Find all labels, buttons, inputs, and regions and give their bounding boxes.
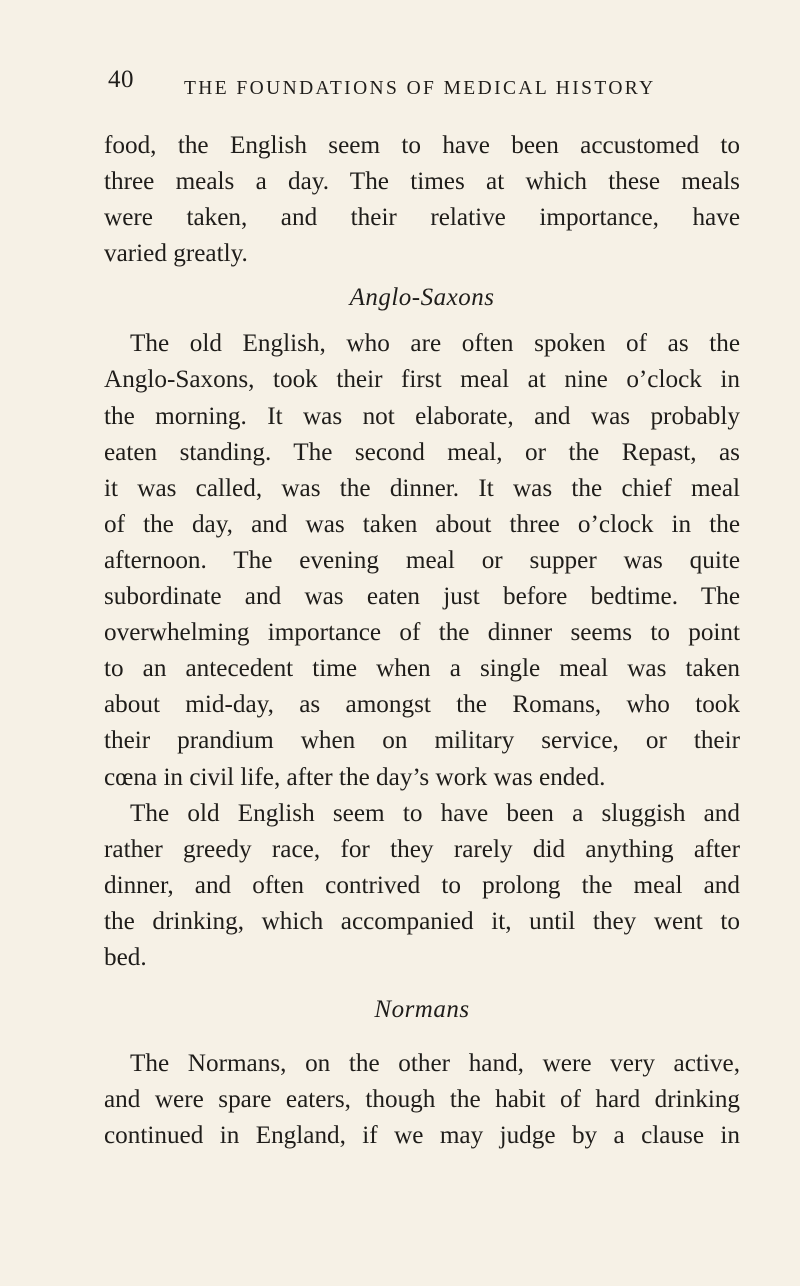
text-line: rather greedy race, for they rarely did anything after xyxy=(104,835,740,863)
body-text xyxy=(104,128,740,1154)
text-line: The Normans, on the other hand, were very active, xyxy=(130,1050,740,1078)
text-line: Anglo-Saxons, took their first meal at nine o’clock in xyxy=(104,366,740,394)
text-line: of the day, and was taken about three o’clock in the xyxy=(104,510,740,538)
text-line: it was called, was the dinner. It was the chief meal xyxy=(104,474,740,502)
text-line: varied greatly. xyxy=(104,240,248,268)
section-heading-anglo-saxons: Anglo-Saxons xyxy=(349,284,495,312)
paragraph-2 xyxy=(104,326,740,795)
section-heading-normans: Normans xyxy=(374,996,470,1024)
running-title: THE FOUNDATIONS OF MEDICAL HISTORY xyxy=(184,78,656,99)
text-line: and were spare eaters, though the habit of hard drinking xyxy=(104,1086,740,1114)
text-line: their prandium when on military service, or their xyxy=(104,727,740,755)
running-head xyxy=(108,66,748,116)
text-line: food, the English seem to have been accustomed to xyxy=(104,132,740,159)
text-line: were taken, and their relative importance, have xyxy=(104,204,740,232)
text-line: the morning. It was not elaborate, and was probably xyxy=(104,402,740,430)
paragraph-4 xyxy=(104,1046,740,1154)
text-line: bed. xyxy=(104,943,147,971)
page-number: 40 xyxy=(108,66,134,93)
text-line: continued in England, if we may judge by a clause in xyxy=(104,1122,740,1150)
text-line: The old English, who are often spoken of as the xyxy=(130,330,740,358)
text-line: The old English seem to have been a sluggish and xyxy=(130,799,740,827)
text-line: the drinking, which accompanied it, until they went to xyxy=(104,907,740,935)
spacer xyxy=(104,976,740,984)
paragraph-3 xyxy=(104,796,740,976)
paragraph-1 xyxy=(104,128,740,272)
spacer xyxy=(104,1038,740,1046)
text-line: to an antecedent time when a single meal was taken xyxy=(104,655,740,683)
text-line: subordinate and was eaten just before bedtime. The xyxy=(104,583,740,611)
text-line: dinner, and often contrived to prolong the meal and xyxy=(104,871,740,899)
text-line: overwhelming importance of the dinner seems to point xyxy=(104,619,740,647)
text-line: about mid-day, as amongst the Romans, who took xyxy=(104,691,740,719)
text-line: afternoon. The evening meal or supper was quite xyxy=(104,546,740,574)
text-line: cœna in civil life, after the day’s work was ended. xyxy=(104,763,606,791)
text-line: eaten standing. The second meal, or the Repast, as xyxy=(104,438,740,466)
text-line: three meals a day. The times at which these meals xyxy=(104,168,740,196)
